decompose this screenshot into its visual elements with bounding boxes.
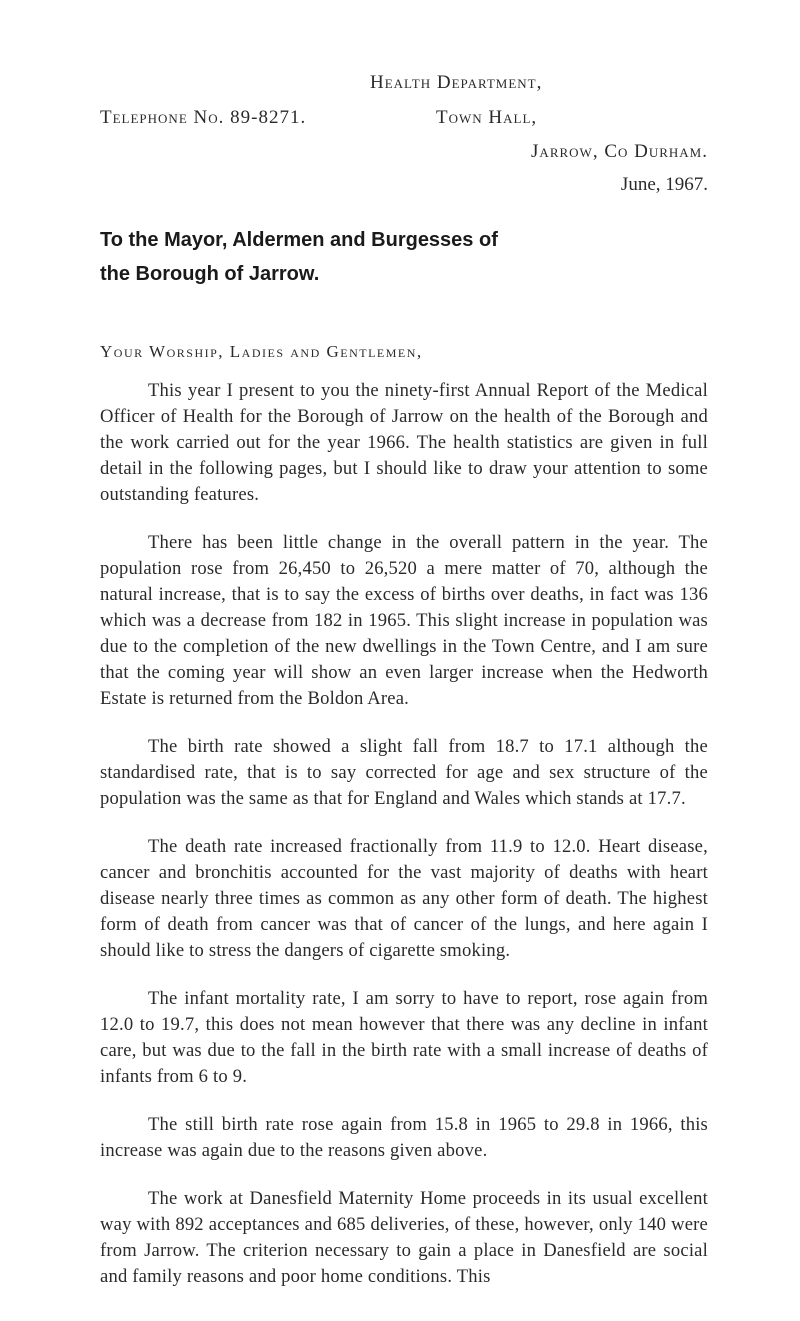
paragraph: The death rate increased fractionally from 11.9 to 12.0. Heart disease, cancer and bronchitis accounted for the vast majority of deaths with heart disease nearly three times as common as any other form of death. The highest form of death from cancer was that of cancer of the lungs, and here again I should like to stress the dangers of cigarette smoking. xyxy=(100,836,708,961)
paragraph: The still birth rate rose again from 15.8 in 1965 to 29.8 in 1966, this increase was again due to the reasons given above. xyxy=(100,1114,708,1161)
town-hall: Town Hall, xyxy=(436,107,538,128)
addressee-line-1: To the Mayor, Aldermen and Burgesses of xyxy=(100,229,498,251)
address: Jarrow, Co Durham. xyxy=(531,141,708,162)
addressee-line-2: the Borough of Jarrow. xyxy=(100,263,320,285)
letter-date: June, 1967. xyxy=(620,174,708,195)
paragraph: This year I present to you the ninety-first Annual Report of the Medical Officer of Health for the Borough of Jarrow on the health of the Borough and the work carried out for the year 1966. The health statistics are given in full detail in the following pages, but I should like to draw your attention to some outstanding features. xyxy=(100,380,708,505)
paragraph: The work at Danesfield Maternity Home proceeds in its usual excellent way with 892 acceptances and 685 deliveries, of these, however, only 140 were from Jarrow. The criterion necessary to gain a place in Danesfield are social and family reasons and poor home conditions. This xyxy=(100,1188,708,1287)
addressee xyxy=(100,223,600,291)
paragraph: The infant mortality rate, I am sorry to have to report, rose again from 12.0 to 19.7, this does not mean however that there was any decline in infant care, but was due to the fall in the birth rate with a small increase of deaths of infants from 6 to 9. xyxy=(100,988,708,1087)
paragraph: The birth rate showed a slight fall from 18.7 to 17.1 although the standardised rate, that is to say corrected for age and sex structure of the population was the same as that for England and Wales which stands at 17.7. xyxy=(100,736,708,809)
report-body xyxy=(100,378,708,1312)
telephone-number: Telephone No. 89-8271. xyxy=(100,107,307,128)
salutation: Your Worship, Ladies and Gentlemen, xyxy=(100,342,423,361)
paragraph: There has been little change in the overall pattern in the year. The population rose from 26,450 to 26,520 a mere matter of 70, although the natural increase, that is to say the excess of births over deaths, in fact was 136 which was a decrease from 182 in 1965. This slight increase in population was due to the completion of the new dwellings in the Town Centre, and I am sure that the coming year will show an even larger increase when the Hedworth Estate is returned from the Boldon Area. xyxy=(100,532,708,709)
department-name: Health Department, xyxy=(370,72,543,93)
